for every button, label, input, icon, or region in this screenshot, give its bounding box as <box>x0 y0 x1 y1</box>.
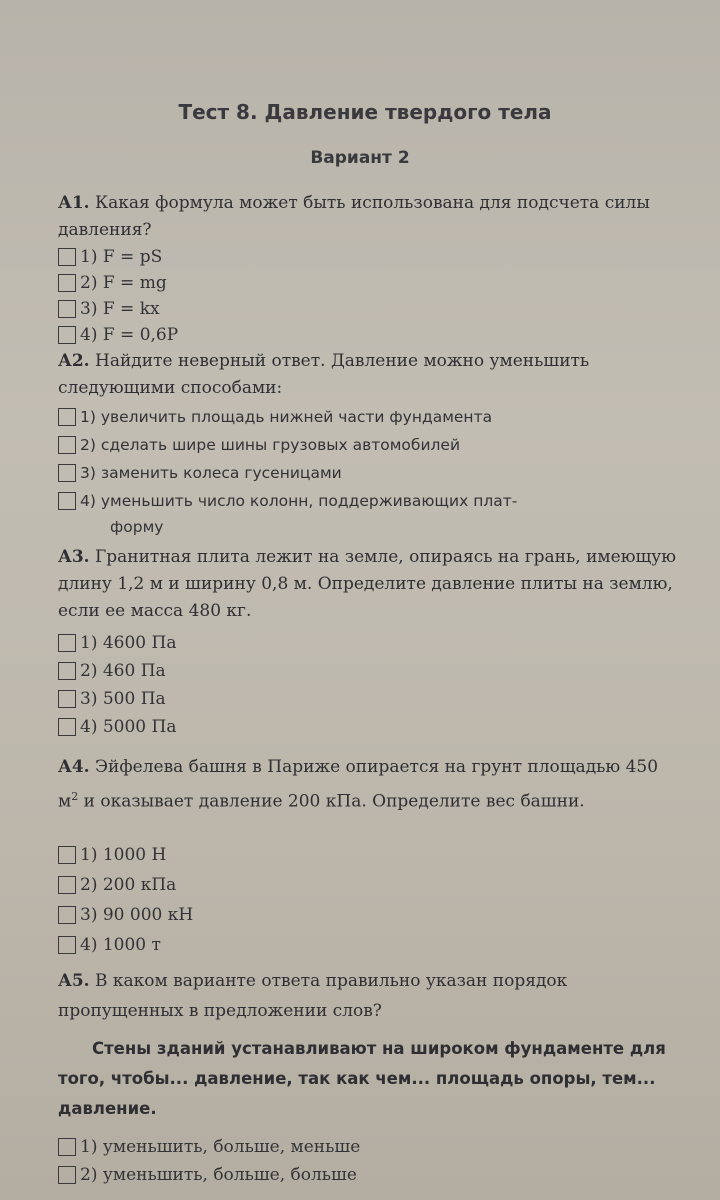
question-a3 <box>58 544 678 625</box>
option-label: 2) сделать шире шины грузовых автомобилей <box>80 436 461 454</box>
checkbox[interactable] <box>58 436 76 454</box>
answer-option[interactable] <box>58 872 658 898</box>
option-label: 3) F = kx <box>80 299 160 319</box>
checkbox[interactable] <box>58 906 76 924</box>
checkbox[interactable] <box>58 1166 76 1184</box>
question-text: Эйфелева башня в Париже опирается на грунт площадью 450 м <box>58 757 659 812</box>
option-label: 1) 1000 Н <box>80 845 167 865</box>
checkbox[interactable] <box>58 634 76 652</box>
option-label: 3) заменить колеса гусеницами <box>80 464 342 482</box>
checkbox[interactable] <box>58 408 76 426</box>
page-title: Тест 8. Давление твердого тела <box>178 100 552 124</box>
question-text-continued: и оказывает давление 200 кПа. Определите вес башни. <box>78 791 585 812</box>
checkbox[interactable] <box>58 248 76 266</box>
checkbox[interactable] <box>58 274 76 292</box>
question-text: Найдите неверный ответ. Давление можно уменьшить следующими способами: <box>58 351 590 398</box>
question-text: Гранитная плита лежит на земле, опираясь на грань, имеющую длину 1,2 м и ширину 0,8 м. Определите давление плиты на землю, если ее масса 480 кг. <box>58 547 677 621</box>
option-label: 3) 500 Па <box>80 689 166 709</box>
question-number: А4. <box>58 757 90 777</box>
answer-option[interactable] <box>58 270 658 296</box>
superscript: 2 <box>71 790 79 803</box>
option-label: 3) 90 000 кН <box>80 905 194 925</box>
checkbox[interactable] <box>58 876 76 894</box>
answer-option[interactable] <box>58 902 658 928</box>
checkbox[interactable] <box>58 846 76 864</box>
question-statement: Стены зданий устанавливают на широком фундаменте для того, чтобы... давление, так как чем... площадь опоры, тем... давление. <box>58 1039 666 1118</box>
checkbox[interactable] <box>58 1138 76 1156</box>
answer-option[interactable] <box>58 296 658 322</box>
question-number: А1. <box>58 193 90 213</box>
option-label: 1) F = pS <box>80 247 163 267</box>
question-a5 <box>58 966 678 1026</box>
checkbox[interactable] <box>58 300 76 318</box>
checkbox[interactable] <box>58 690 76 708</box>
option-label: 2) 460 Па <box>80 661 166 681</box>
answer-option[interactable] <box>58 1162 658 1188</box>
option-continuation: форму <box>110 518 164 536</box>
question-text: Какая формула может быть использована для подсчета силы давления? <box>58 193 650 240</box>
answer-option[interactable] <box>58 244 658 270</box>
answer-option[interactable] <box>58 488 658 514</box>
option-label: 4) 1000 т <box>80 935 161 955</box>
checkbox[interactable] <box>58 936 76 954</box>
checkbox[interactable] <box>58 492 76 510</box>
option-label: 1) 4600 Па <box>80 633 177 653</box>
variant-label: Вариант 2 <box>310 148 410 168</box>
question-a1 <box>58 190 678 244</box>
answer-option[interactable] <box>58 630 658 656</box>
question-number: А3. <box>58 547 90 567</box>
question-a2 <box>58 348 678 402</box>
option-label: 1) увеличить площадь нижней части фундамента <box>80 408 493 426</box>
answer-option[interactable] <box>58 658 658 684</box>
answer-option[interactable] <box>58 404 658 430</box>
option-label: 4) F = 0,6P <box>80 325 179 345</box>
answer-option[interactable] <box>58 842 658 868</box>
answer-option[interactable] <box>58 932 658 958</box>
answer-option[interactable] <box>58 686 658 712</box>
answer-option[interactable] <box>58 322 658 348</box>
option-label: 2) F = mg <box>80 273 167 293</box>
option-label: 2) уменьшить, больше, больше <box>80 1165 357 1185</box>
question-number: А2. <box>58 351 90 371</box>
option-label: 4) 5000 Па <box>80 717 177 737</box>
answer-option[interactable] <box>58 714 658 740</box>
option-label: 4) уменьшить число колонн, поддерживающих плат- <box>80 492 518 510</box>
option-label: 2) 200 кПа <box>80 875 177 895</box>
answer-option[interactable] <box>58 1134 658 1160</box>
question-text: В каком варианте ответа правильно указан порядок пропущенных в предложении слов? <box>58 971 568 1021</box>
answer-option[interactable] <box>58 460 658 486</box>
answer-option[interactable] <box>58 432 658 458</box>
checkbox[interactable] <box>58 718 76 736</box>
option-label: 1) уменьшить, больше, меньше <box>80 1137 361 1157</box>
checkbox[interactable] <box>58 464 76 482</box>
checkbox[interactable] <box>58 326 76 344</box>
question-a4 <box>58 752 678 817</box>
checkbox[interactable] <box>58 662 76 680</box>
question-number: А5. <box>58 971 90 991</box>
